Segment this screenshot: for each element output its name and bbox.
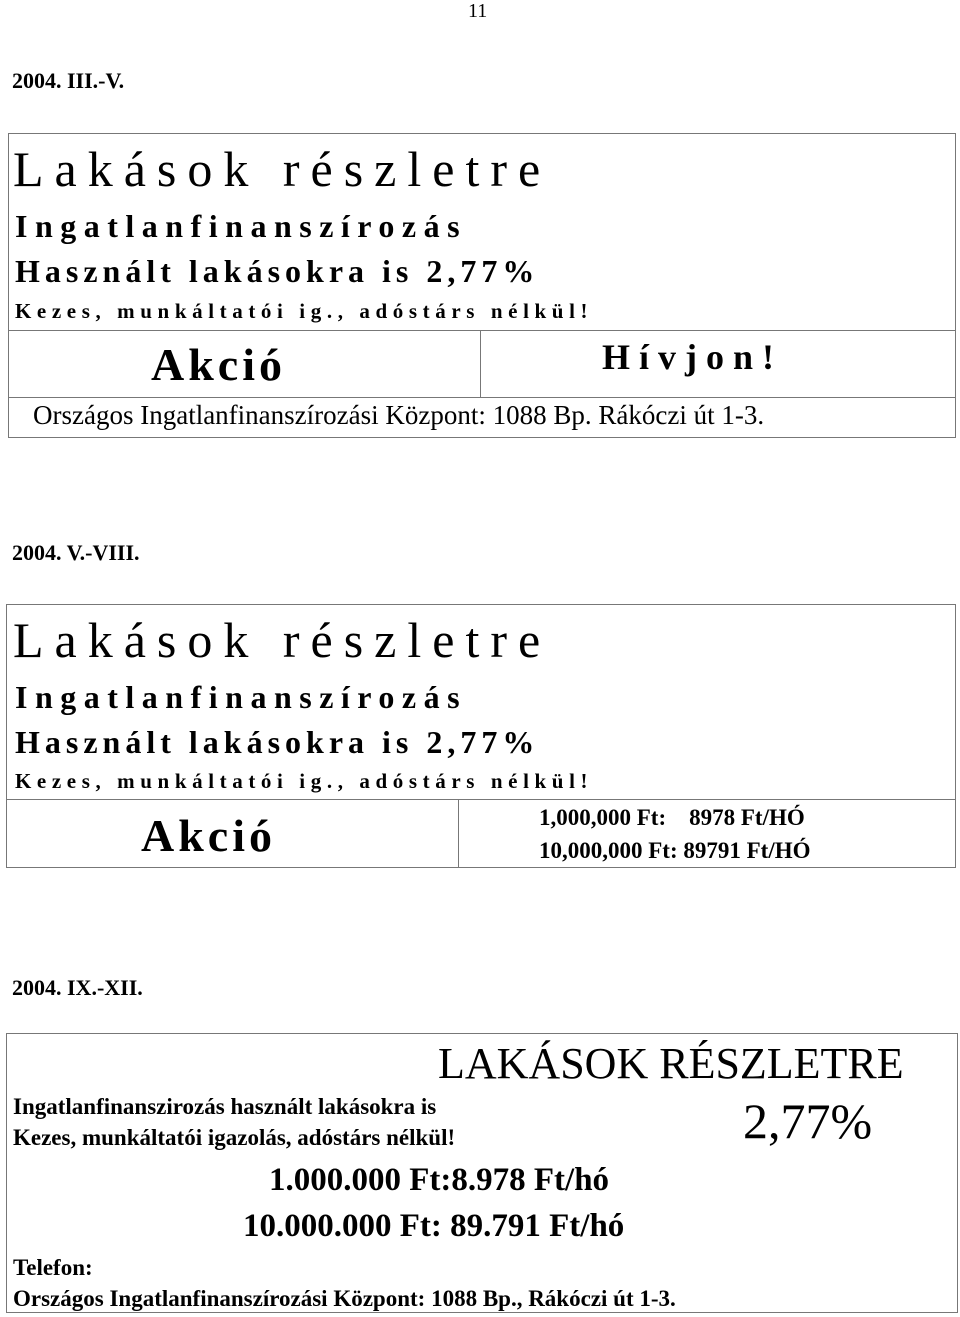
page-number: 11 bbox=[468, 0, 488, 22]
ad1-subtitle: Ingatlanfinanszírozás bbox=[15, 208, 468, 244]
ad3-price-10m: 10.000.000 Ft: 89.791 Ft/hó bbox=[243, 1208, 625, 1244]
ad3-box bbox=[6, 1033, 958, 1313]
ad1-divider-2 bbox=[9, 397, 955, 398]
ad3-rate: 2,77% bbox=[743, 1093, 873, 1149]
ad1-divider bbox=[9, 330, 955, 331]
ad2-subtitle: Ingatlanfinanszírozás bbox=[15, 679, 468, 715]
ad3-price-1m: 1.000.000 Ft:8.978 Ft/hó bbox=[269, 1162, 610, 1198]
ad1-title: Lakások részletre bbox=[13, 141, 552, 197]
ad1-period: 2004. III.-V. bbox=[12, 68, 125, 93]
ad1-hivjon: Hívjon! bbox=[602, 337, 784, 377]
ad2-box bbox=[6, 604, 956, 868]
ad1-address: Országos Ingatlanfinanszírozási Központ: 1088 Bp. Rákóczi út 1-3. bbox=[33, 400, 765, 430]
ad2-price-10m: 10,000,000 Ft: 89791 Ft/HÓ bbox=[539, 838, 811, 863]
ad2-price-1m: 1,000,000 Ft: 8978 Ft/HÓ bbox=[539, 805, 805, 830]
ad3-phone-label: Telefon: bbox=[13, 1255, 93, 1280]
ad3-address: Országos Ingatlanfinanszírozási Központ: 1088 Bp., Rákóczi út 1-3. bbox=[13, 1286, 676, 1311]
ad3-line-2: Kezes, munkáltatói igazolás, adóstárs nélkül! bbox=[13, 1125, 456, 1150]
ad1-vdivider bbox=[480, 330, 481, 397]
ad1-kezes-text: Kezes, munkáltatói ig., adóstárs nélkül! bbox=[15, 299, 594, 323]
ad1-used-text: Használt lakásokra is 2,77% bbox=[15, 253, 540, 289]
ad3-title: LAKÁSOK RÉSZLETRE bbox=[438, 1039, 904, 1088]
ad2-vdivider bbox=[458, 799, 459, 867]
ad2-used-text: Használt lakásokra is 2,77% bbox=[15, 724, 540, 760]
ad2-akcio: Akció bbox=[141, 810, 276, 861]
ad2-kezes-text: Kezes, munkáltatói ig., adóstárs nélkül! bbox=[15, 769, 594, 793]
ad2-period: 2004. V.-VIII. bbox=[12, 540, 140, 565]
ad2-divider bbox=[7, 799, 955, 800]
ad1-akcio: Akció bbox=[151, 339, 286, 390]
ad2-title: Lakások részletre bbox=[13, 612, 552, 668]
ad3-period: 2004. IX.-XII. bbox=[12, 975, 143, 1000]
ad1-box bbox=[8, 133, 956, 438]
ad3-line-1: Ingatlanfinanszirozás használt lakásokra is bbox=[13, 1094, 437, 1119]
